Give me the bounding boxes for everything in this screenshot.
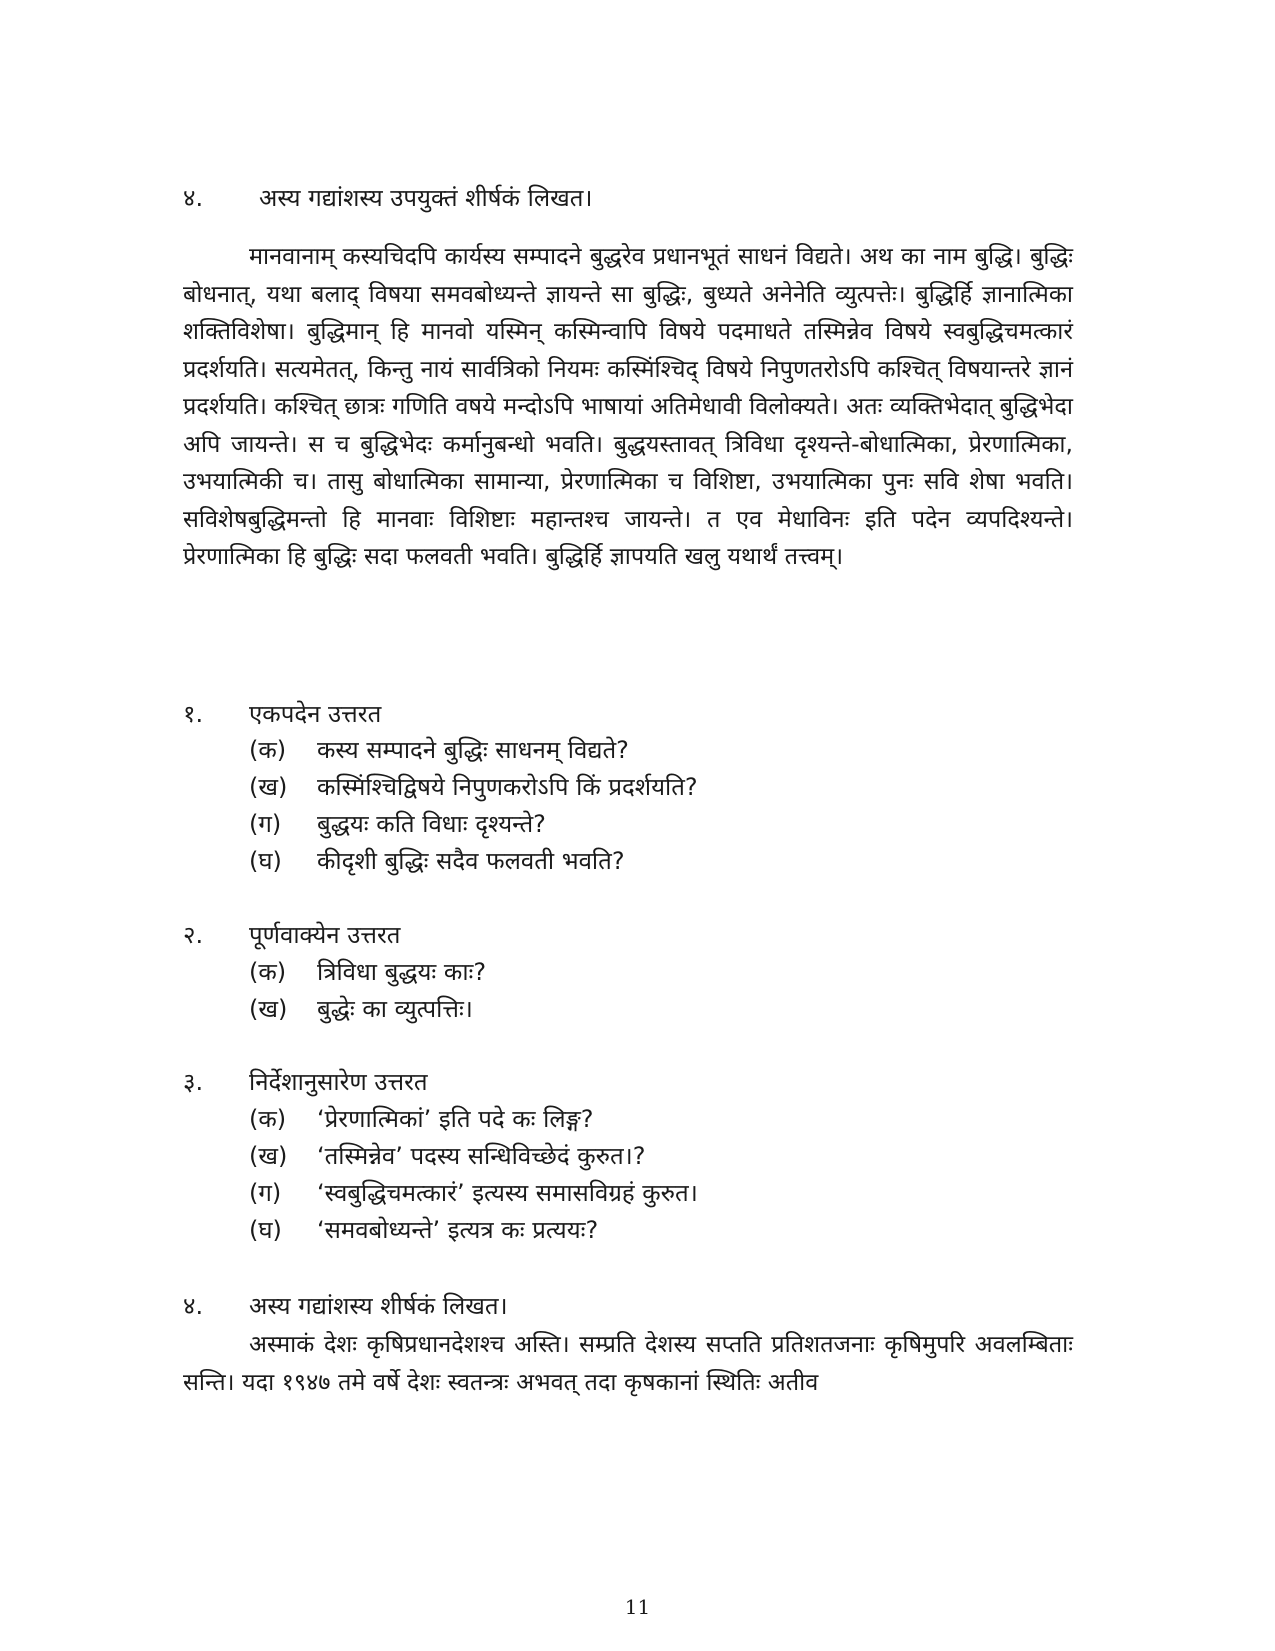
item-label: (ख) [249, 995, 288, 1023]
item-label: (घ) [249, 1216, 282, 1244]
section-title: निर्देशानुसारेण उत्तरत [249, 1068, 428, 1096]
item-text: कीदृशी बुद्धिः सदैव फलवती भवति? [317, 847, 625, 875]
item-label: (ख) [249, 1142, 288, 1170]
item-text: त्रिविधा बुद्धयः काः? [317, 958, 487, 986]
section-title: पूर्णवाक्येन उत्तरत [249, 921, 401, 949]
question-text: अस्य गद्यांशस्य उपयुक्तं शीर्षकं लिखत। [259, 184, 593, 212]
item-text: बुद्धयः कति विधाः दृश्यन्ते? [317, 810, 546, 838]
item-text: कस्य सम्पादने बुद्धिः साधनम् विद्यते? [317, 736, 629, 764]
item-text: कस्मिंश्चिद्विषये निपुणकरोऽपि किं प्रदर्शयति? [317, 773, 698, 801]
item-label: (क) [249, 736, 287, 764]
question-number: ४. [183, 184, 204, 212]
page-number: 11 [624, 1595, 651, 1619]
section-title: एकपदेन उत्तरत [249, 700, 382, 728]
item-text: बुद्धेः का व्युत्पत्तिः। [317, 995, 473, 1023]
passage-paragraph-2: अस्माकं देशः कृषिप्रधानदेशश्च अस्ति। सम्प्रति देशस्य सप्तति प्रतिशतजनाः कृषिमुपरि अवलम्बिताः सन्ति। यदा १९४७ तमे वर्षे देशः स्वतन्त्रः अभवत् तदा कृषकानां स्थितिः अतीव [183, 1330, 1073, 1396]
section-number: १. [183, 700, 204, 728]
item-label: (ग) [249, 1179, 282, 1207]
section-title: अस्य गद्यांशस्य शीर्षकं लिखत। [249, 1292, 508, 1320]
item-text: ‘समवबोध्यन्ते’ इत्यत्र कः प्रत्ययः? [317, 1216, 599, 1244]
item-text: ‘प्रेरणात्मिकां’ इति पदे कः लिङ्ग? [317, 1105, 594, 1133]
item-label: (घ) [249, 847, 282, 875]
section-number: ३. [183, 1068, 204, 1096]
item-label: (ख) [249, 773, 288, 801]
item-label: (ग) [249, 810, 282, 838]
item-text: ‘स्वबुद्धिचमत्कारं’ इत्यस्य समासविग्रहं कुरुत। [317, 1179, 698, 1207]
passage-paragraph: मानवानाम् कस्यचिदपि कार्यस्य सम्पादने बुद्धरेव प्रधानभूतं साधनं विद्यते। अथ का नाम बुद्धि। बुद्धिः बोधनात्, यथा बलाद् विषया समवबोध्यन्ते ज्ञायन्ते सा बुद्धिः, बुध्यते अनेनेति व्युत्पत्तेः। बुद्धिर्हि ज्ञानात्मिका शक्तिविशेषा। बुद्धिमान् हि मानवो यस्मिन् कस्मिन्वापि विषये पदमाधते तस्मिन्नेव विषये स्वबुद्धिचमत्कारं प्रदर्शयति। सत्यमेतत्, किन्तु नायं सार्वत्रिको नियमः कस्मिंश्चिद् विषये निपुणतरोऽपि कश्चित् विषयान्तरे ज्ञानं प्रदर्शयति। कश्चित् छात्रः गणिति वषये मन्दोऽपि भाषायां अतिमेधावी विलोक्यते। अतः व्यक्तिभेदात् बुद्धिभेदा अपि जायन्ते। स च बुद्धिभेदः कर्मानुबन्धो भवति। बुद्धयस्तावत् त्रिविधा दृश्यन्ते-बोधात्मिका, प्रेरणात्मिका, उभयात्मिकी च। तासु बोधात्मिका सामान्या, प्रेरणात्मिका च विशिष्टा, उभयात्मिका पुनः सवि शेषा भवति। सविशेषबुद्धिमन्तो हि मानवाः विशिष्टाः महान्तश्च जायन्ते। त एव मेधाविनः इति पदेन व्यपदिश्यन्ते। प्रेरणात्मिका हि बुद्धिः सदा फलवती भवति। बुद्धिर्हि ज्ञापयति खलु यथार्थं तत्त्वम्। [183, 242, 1073, 570]
section-number: ४. [183, 1292, 204, 1320]
item-label: (क) [249, 1105, 287, 1133]
item-label: (क) [249, 958, 287, 986]
section-number: २. [183, 921, 204, 949]
item-text: ‘तस्मिन्नेव’ पदस्य सन्धिविच्छेदं कुरुत।? [317, 1142, 646, 1170]
